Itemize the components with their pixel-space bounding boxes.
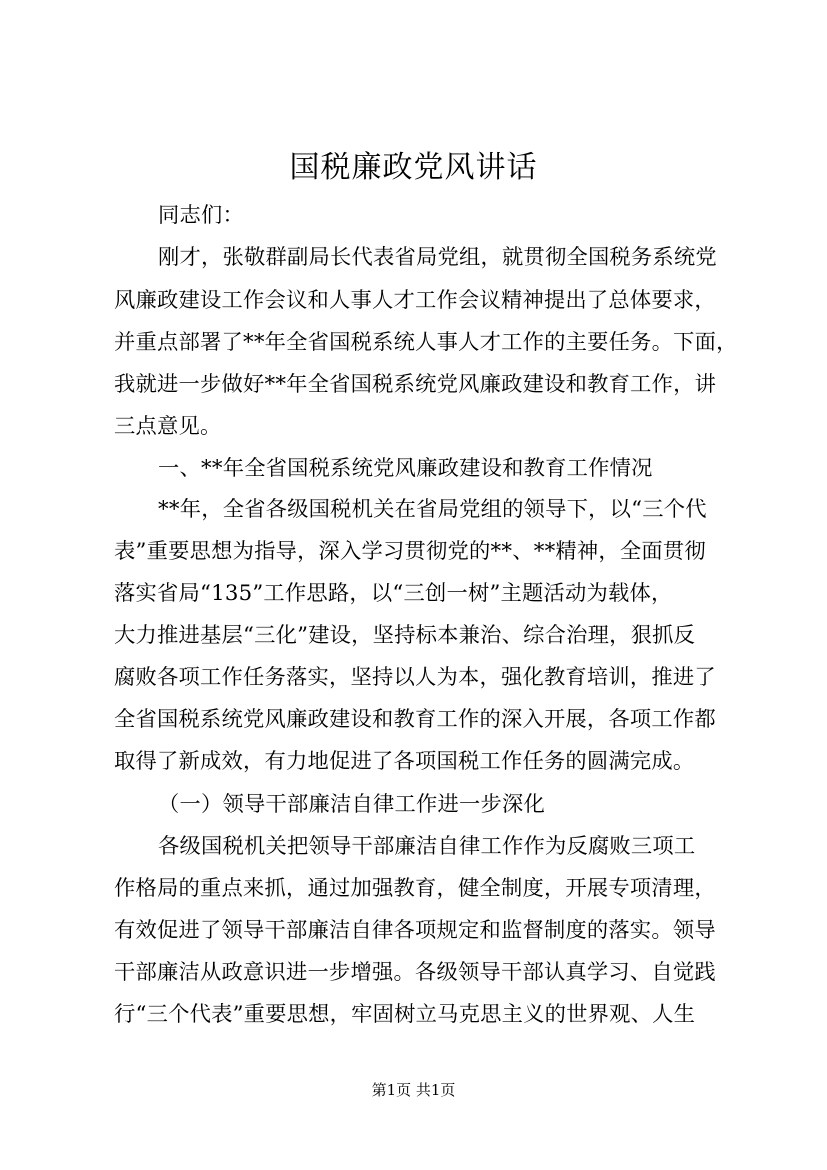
text-line: 取得了新成效，有力地促进了各项国税工作任务的圆满完成。 <box>114 749 695 774</box>
text-line: 三点意见。 <box>114 414 222 439</box>
text-line: 有效促进了领导干部廉洁自律各项规定和监督制度的落实。领导 <box>114 918 716 943</box>
document-title: 国税廉政党风讲话 <box>289 150 538 185</box>
subsection-heading: （一）领导干部廉洁自律工作进一步深化 <box>158 792 545 817</box>
text-line: 全省国税系统党风廉政建设和教育工作的深入开展，各项工作都 <box>114 707 716 732</box>
text-line: 各级国税机关把领导干部廉洁自律工作作为反腐败三项工 <box>158 834 696 859</box>
text-line: 作格局的重点来抓，通过加强教育，健全制度，开展专项清理， <box>114 876 716 901</box>
page-number: 第1页 共1页 <box>371 1081 456 1099</box>
text-line: 落实省局“135”工作思路，以“三创一树”主题活动为载体， <box>114 581 673 606</box>
text-line: 腐败各项工作任务落实，坚持以人为本，强化教育培训，推进了 <box>114 665 716 690</box>
section-heading: 一、**年全省国税系统党风廉政建设和教育工作情况 <box>158 456 653 481</box>
text-line: 表”重要思想为指导，深入学习贯彻党的**、**精神，全面贯彻 <box>114 539 706 564</box>
text-line: 干部廉洁从政意识进一步增强。各级领导干部认真学习、自觉践 <box>114 960 716 985</box>
text-line: **年，全省各级国税机关在省局党组的领导下，以“三个代 <box>158 497 707 522</box>
text-line: 并重点部署了**年全省国税系统人事人才工作的主要任务。下面， <box>114 330 738 355</box>
text-line: 同志们： <box>158 203 244 228</box>
text-line: 风廉政建设工作会议和人事人才工作会议精神提出了总体要求， <box>114 288 716 313</box>
text-line: 行“三个代表”重要思想，牢固树立马克思主义的世界观、人生 <box>114 1002 696 1027</box>
text-line: 刚才，张敬群副局长代表省局党组，就贯彻全国税务系统党 <box>158 245 717 270</box>
text-line: 我就进一步做好**年全省国税系统党风廉政建设和教育工作，讲 <box>114 372 717 397</box>
text-line: 大力推进基层“三化”建设，坚持标本兼治、综合治理，狠抓反 <box>114 623 696 648</box>
